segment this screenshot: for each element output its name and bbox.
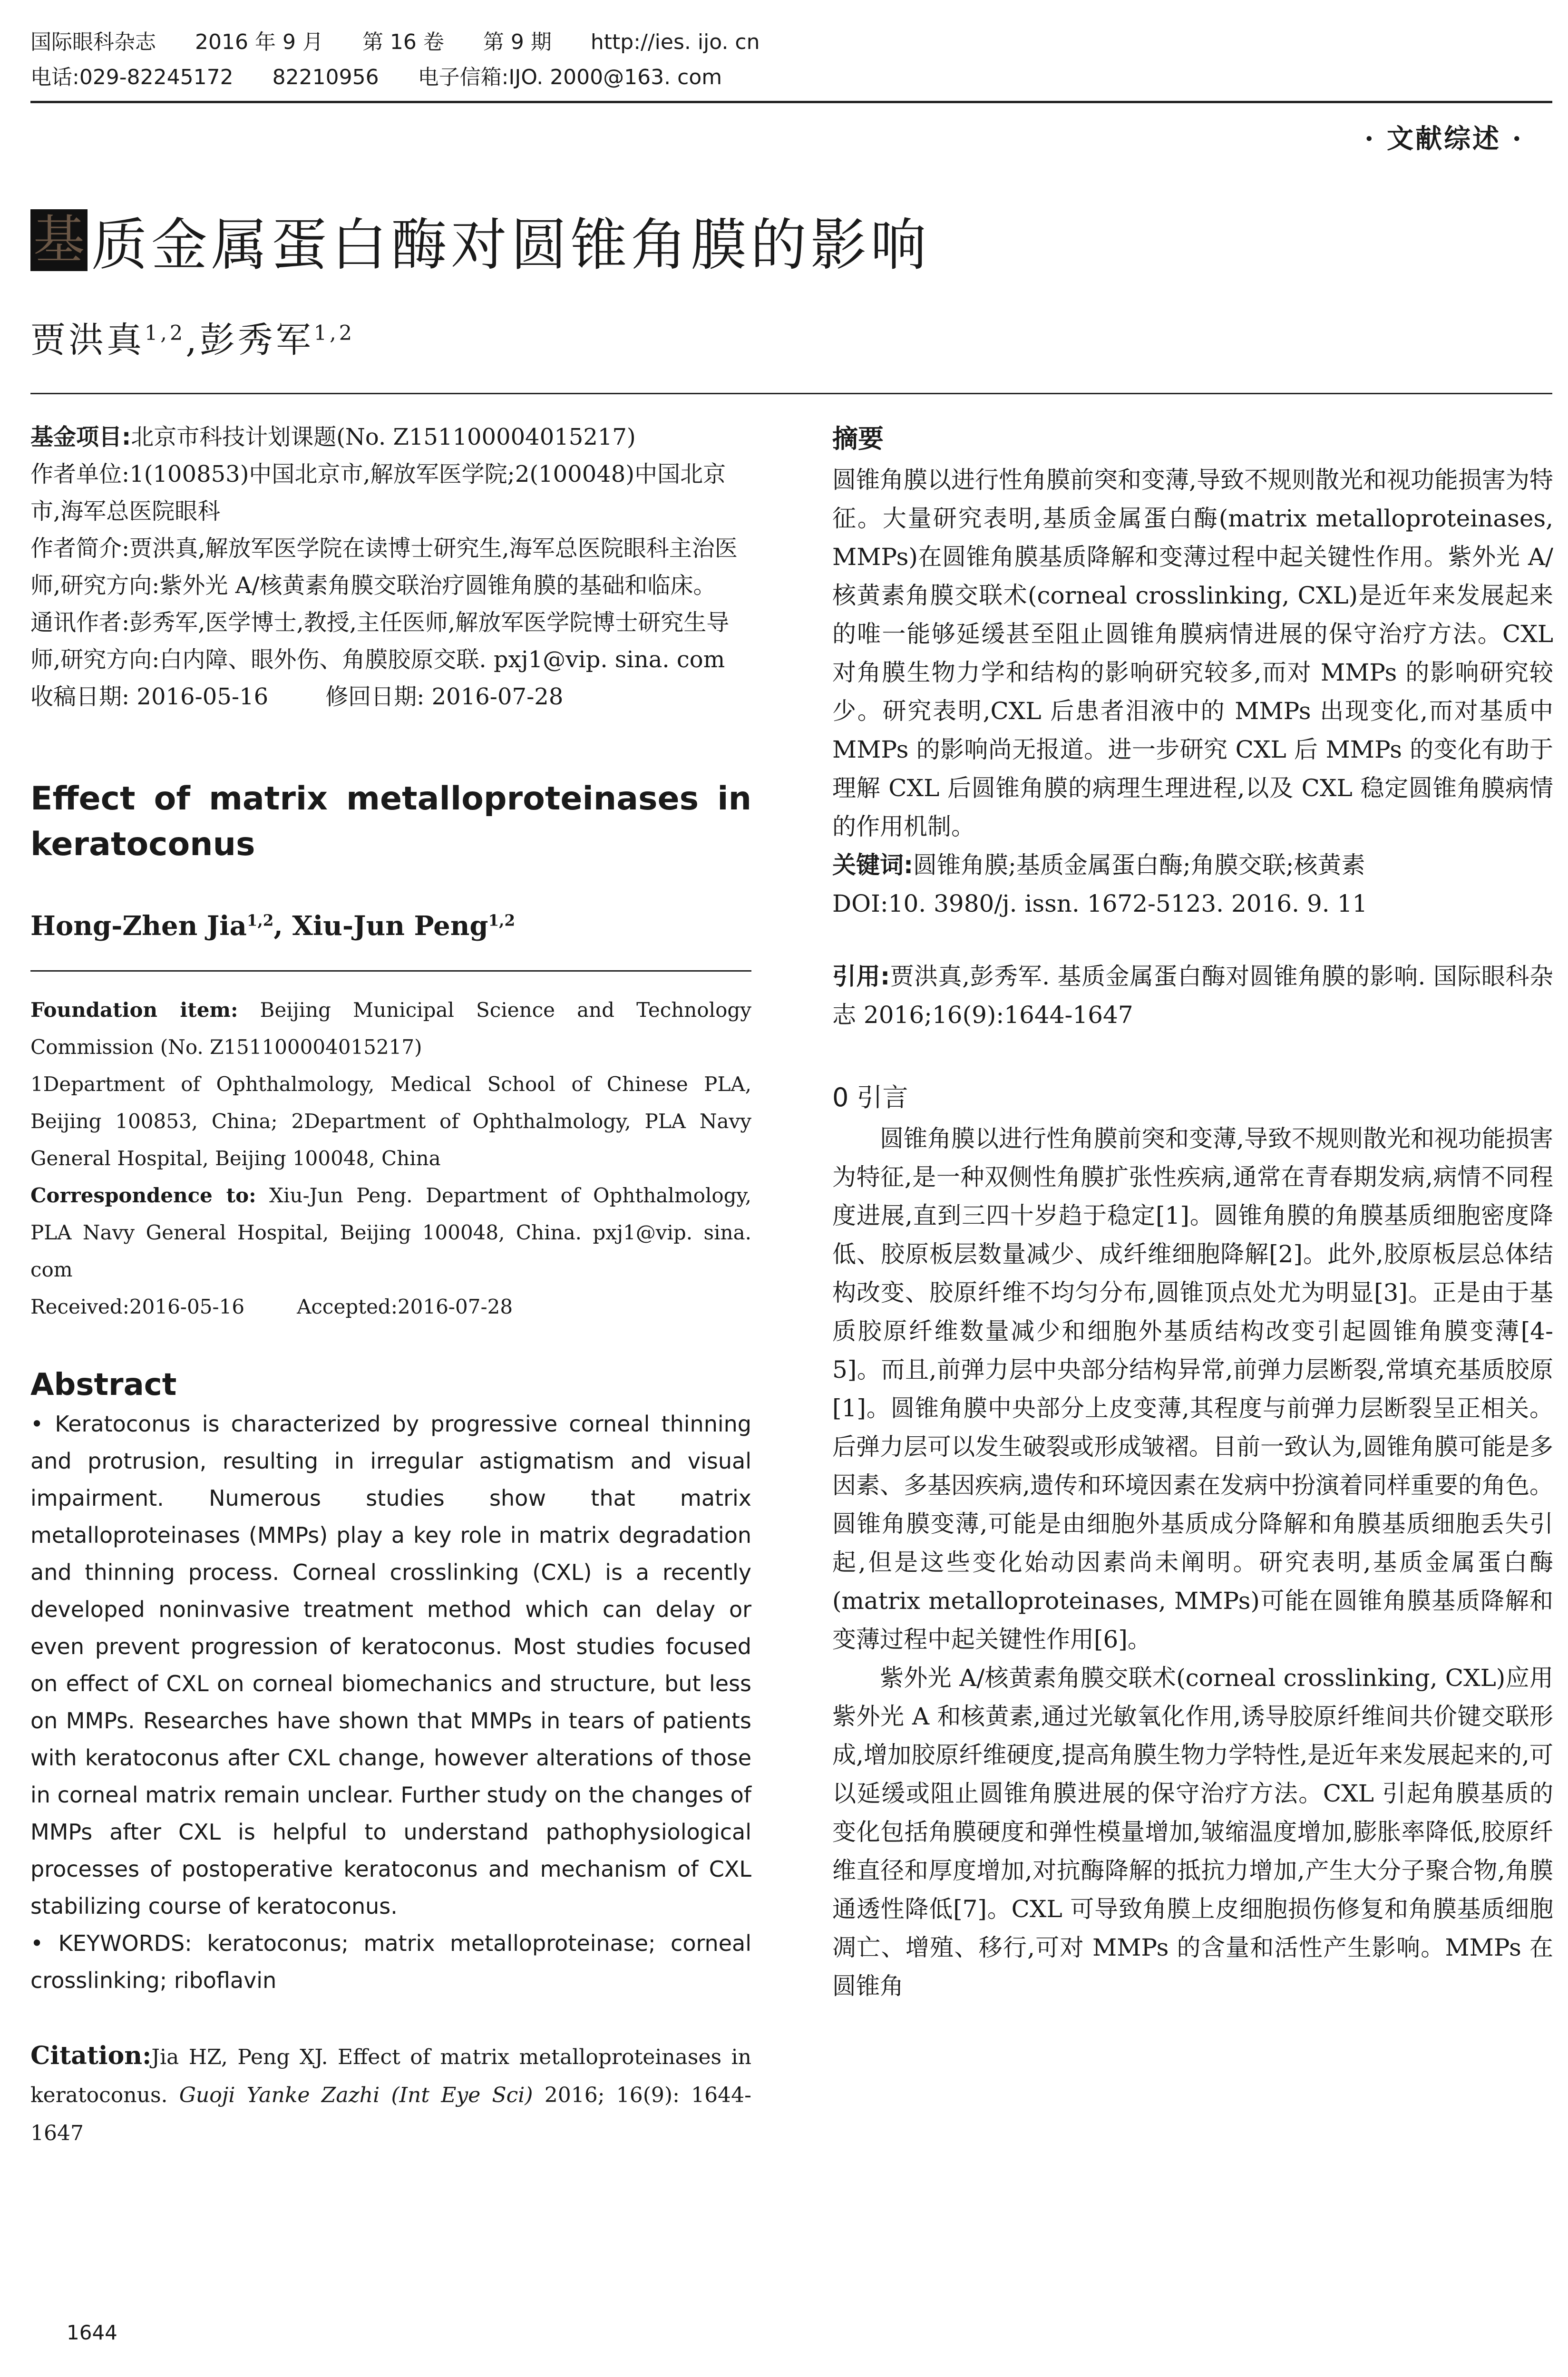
authors-cn — [30, 312, 355, 362]
running-header — [30, 25, 1552, 95]
issue-date: 2016 年 9 月 — [195, 30, 323, 54]
article-title — [30, 205, 930, 276]
phone: 电话:029-82245172 — [30, 65, 234, 89]
correspondence-label: 通讯作者: — [30, 609, 130, 636]
funding-text: 北京市科技计划课题(No. Z151100004015217) — [131, 424, 636, 450]
foundation-item — [30, 992, 751, 1066]
english-section-rule — [30, 970, 751, 972]
cn-keywords-label: 关键词: — [832, 851, 913, 879]
author-1-affil: 1,2 — [145, 321, 186, 345]
introduction-paragraph-2: 紫外光 A/核黄素角膜交联术(corneal crosslinking, CXL)应用紫外光 A 和核黄素,通过光敏氧化作用,诱导胶原纤维间共价键交联形成,增加胶原纤维硬度,提高角膜生物力学特性,是近年来发展起来的,可以延缓或阻止圆锥角膜进展的保守治疗方法。CXL 引起角膜基质的变化包括角膜硬度和弹性模量增加,皱缩温度增加,膨胀率降低,胶原纤维直径和厚度增加,对抗酶降解的抵抗力增加,产生大分子聚合物,角膜通透性降低[7]。CXL 可导致角膜上皮细胞损伤修复和角膜基质细胞凋亡、增殖、移行,可对 MMPs 的含量和活性产生影响。MMPs 在圆锥角 — [832, 1664, 1553, 2000]
en-author-1-affil: 1,2 — [246, 911, 274, 930]
cn-citation-label: 引用: — [832, 963, 890, 990]
english-title: Effect of matrix metalloproteinases in keratoconus — [30, 780, 751, 863]
en-citation-issue: 2016; 16(9): 1644-1647 — [30, 2083, 751, 2145]
left-column — [30, 419, 751, 2153]
en-affiliations: 1Department of Ophthalmology, Medical School of Chinese PLA, Beijing 100853, China; 2Department of Ophthalmology, PLA Navy General Hospital, Beijing 100048, China — [30, 1072, 751, 1170]
cn-keywords-text: 圆锥角膜;基质金属蛋白酶;角膜交联;核黄素 — [913, 851, 1365, 879]
header-line-1 — [30, 25, 1552, 60]
right-column — [832, 419, 1553, 2006]
summary-heading: 摘要 — [832, 424, 884, 454]
author-2: 彭秀军 — [199, 320, 314, 360]
author-1: 贾洪真 — [30, 320, 145, 360]
doi[interactable]: DOI:10. 3980/j. issn. 1672-5123. 2016. 9. 11 — [832, 890, 1368, 917]
section-label: · 文献综述 · — [1364, 123, 1523, 155]
funding-cn — [30, 419, 751, 456]
en-citation — [30, 2037, 751, 2153]
en-correspondence — [30, 1177, 751, 1288]
abstract-text: • Keratoconus is characterized by progressive corneal thinning and protrusion, resulting in irregular astigmatism and visual impairment. Numerous studies show that matrix metalloproteinases (MMPs) play a key role in matrix degradation and thinning process. Corneal crosslinking (CXL) is a recently developed noninvasive treatment method which can delay or even prevent progression of keratoconus. Most studies focused on effect of CXL on corneal biomechanics and structure, but less on MMPs. Researches have shown that MMPs in tears of patients with keratoconus after CXL change, however alterations of those in corneal matrix remain unclear. Further study on the changes of MMPs after CXL is helpful to understand pathophysiological processes of postoperative keratoconus and mechanism of CXL stabilizing course of keratoconus. — [30, 1411, 751, 1919]
en-received: Received:2016-05-16 — [30, 1295, 245, 1318]
summary-text: 圆锥角膜以进行性角膜前突和变薄,导致不规则散光和视功能损害为特征。大量研究表明,基质金属蛋白酶(matrix metalloproteinases, MMPs)在圆锥角膜基质降解和变薄过程中起关键性作用。紫外光 A/核黄素角膜交联术(corneal crosslinking, CXL)是近年来发展起来的唯一能够延缓甚至阻止圆锥角膜病情进展的保守治疗方法。CXL 对角膜生物力学和结构的影响研究较多,而对 MMPs 的影响研究较少。研究表明,CXL 后患者泪液中的 MMPs 出现变化,而对基质中 MMPs 的影响尚无报道。进一步研究 CXL 后 MMPs 的变化有助于理解 CXL 后圆锥角膜的病理生理进程,以及 CXL 稳定圆锥角膜病情的作用机制。 — [832, 466, 1553, 840]
cn-citation — [832, 957, 1553, 1034]
author-separator: , — [185, 320, 200, 360]
dates-cn — [30, 678, 751, 715]
bio-text: 贾洪真,解放军医学院在读博士研究生,海军总医院眼科主治医师,研究方向:紫外光 A/核黄素角膜交联治疗圆锥角膜的基础和临床。 — [30, 535, 738, 599]
en-author-2: Xiu-Jun Peng — [292, 910, 488, 942]
cn-citation-text: 贾洪真,彭秀军. 基质金属蛋白酶对圆锥角膜的影响. 国际眼科杂志 2016;16(9):1644-1647 — [832, 963, 1553, 1029]
phone-2: 82210956 — [272, 65, 379, 89]
en-correspondence-label: Correspondence to: — [30, 1184, 256, 1207]
authors-rule — [30, 393, 1552, 394]
en-citation-text: Jia HZ, Peng XJ. Effect of matrix metalloproteinases in keratoconus. — [30, 2045, 751, 2107]
journal-url[interactable]: http://ies. ijo. cn — [590, 30, 760, 54]
journal-name: 国际眼科杂志 — [30, 30, 156, 54]
title-first-char: 基 — [30, 209, 88, 271]
en-author-1: Hong-Zhen Jia — [30, 910, 247, 942]
header-line-2 — [30, 60, 1552, 95]
foundation-label: Foundation item: — [30, 998, 238, 1022]
en-author-2-affil: 1,2 — [488, 911, 516, 930]
en-citation-journal: Guoji Yanke Zazhi (Int Eye Sci) — [179, 2083, 533, 2107]
page-number: 1644 — [67, 2321, 117, 2344]
revised-date: 修回日期: 2016-07-28 — [325, 683, 564, 710]
abstract-heading: Abstract — [30, 1367, 177, 1403]
title-text: 质金属蛋白酶对圆锥角膜的影响 — [91, 212, 931, 278]
journal-email[interactable]: 电子信箱:IJO. 2000@163. com — [418, 65, 722, 89]
correspondence-cn — [30, 604, 751, 678]
correspondence-text: 彭秀军,医学博士,教授,主任医师,解放军医学院博士研究生导师,研究方向:白内障、眼外伤、角膜胶原交联. pxj1@vip. sina. com — [30, 609, 730, 673]
affiliation-text: 1(100853)中国北京市,解放军医学院;2(100048)中国北京市,海军总医院眼科 — [30, 461, 726, 525]
author-2-affil: 1,2 — [313, 321, 355, 345]
received-date: 收稿日期: 2016-05-16 — [30, 683, 269, 710]
en-keywords: • KEYWORDS: keratoconus; matrix metalloproteinase; corneal crosslinking; riboflavin — [30, 1930, 751, 1993]
en-dates — [30, 1288, 751, 1325]
header-rule — [30, 101, 1552, 103]
author-bio-cn — [30, 530, 751, 604]
en-correspondence-text: Xiu-Jun Peng. Department of Ophthalmology, PLA Navy General Hospital, Beijing 100048, China. pxj1@vip. sina. com — [30, 1184, 752, 1281]
en-author-separator: , — [273, 910, 292, 942]
affiliation-label: 作者单位: — [30, 461, 130, 487]
en-citation-label: Citation: — [30, 2041, 152, 2070]
bio-label: 作者简介: — [30, 535, 130, 562]
introduction-paragraph-1: 圆锥角膜以进行性角膜前突和变薄,导致不规则散光和视功能损害为特征,是一种双侧性角膜扩张性疾病,通常在青春期发病,病情不同程度进展,直到三四十岁趋于稳定[1]。圆锥角膜的角膜基质细胞密度降低、胶原板层数量减少、成纤维细胞降解[2]。此外,胶原板层总体结构改变、胶原纤维不均匀分布,圆锥顶点处尤为明显[3]。正是由于基质胶原纤维数量减少和细胞外基质结构改变引起圆锥角膜变薄[4-5]。而且,前弹力层中央部分结构异常,前弹力层断裂,常填充基质胶原[1]。圆锥角膜中央部分上皮变薄,其程度与前弹力层断裂呈正相关。后弹力层可以发生破裂或形成皱褶。目前一致认为,圆锥角膜可能是多因素、多基因疾病,遗传和环境因素在发病中扮演着同样重要的角色。圆锥角膜变薄,可能是由细胞外基质成分降解和角膜基质细胞丢失引起,但是这些变化始动因素尚未阐明。研究表明,基质金属蛋白酶(matrix metalloproteinases, MMPs)可能在圆锥角膜基质降解和变薄过程中起关键性作用[6]。 — [832, 1125, 1553, 1653]
cn-keywords — [832, 846, 1553, 885]
volume: 第 16 卷 — [362, 30, 444, 54]
english-authors — [30, 910, 751, 942]
en-accepted: Accepted:2016-07-28 — [297, 1295, 513, 1318]
issue-number: 第 9 期 — [483, 30, 552, 54]
foundation-text: Beijing Municipal Science and Technology Commission (No. Z151100004015217) — [30, 998, 751, 1059]
affiliation-cn — [30, 456, 751, 530]
introduction-heading: 0 引言 — [832, 1082, 908, 1112]
funding-label: 基金项目: — [30, 424, 131, 450]
